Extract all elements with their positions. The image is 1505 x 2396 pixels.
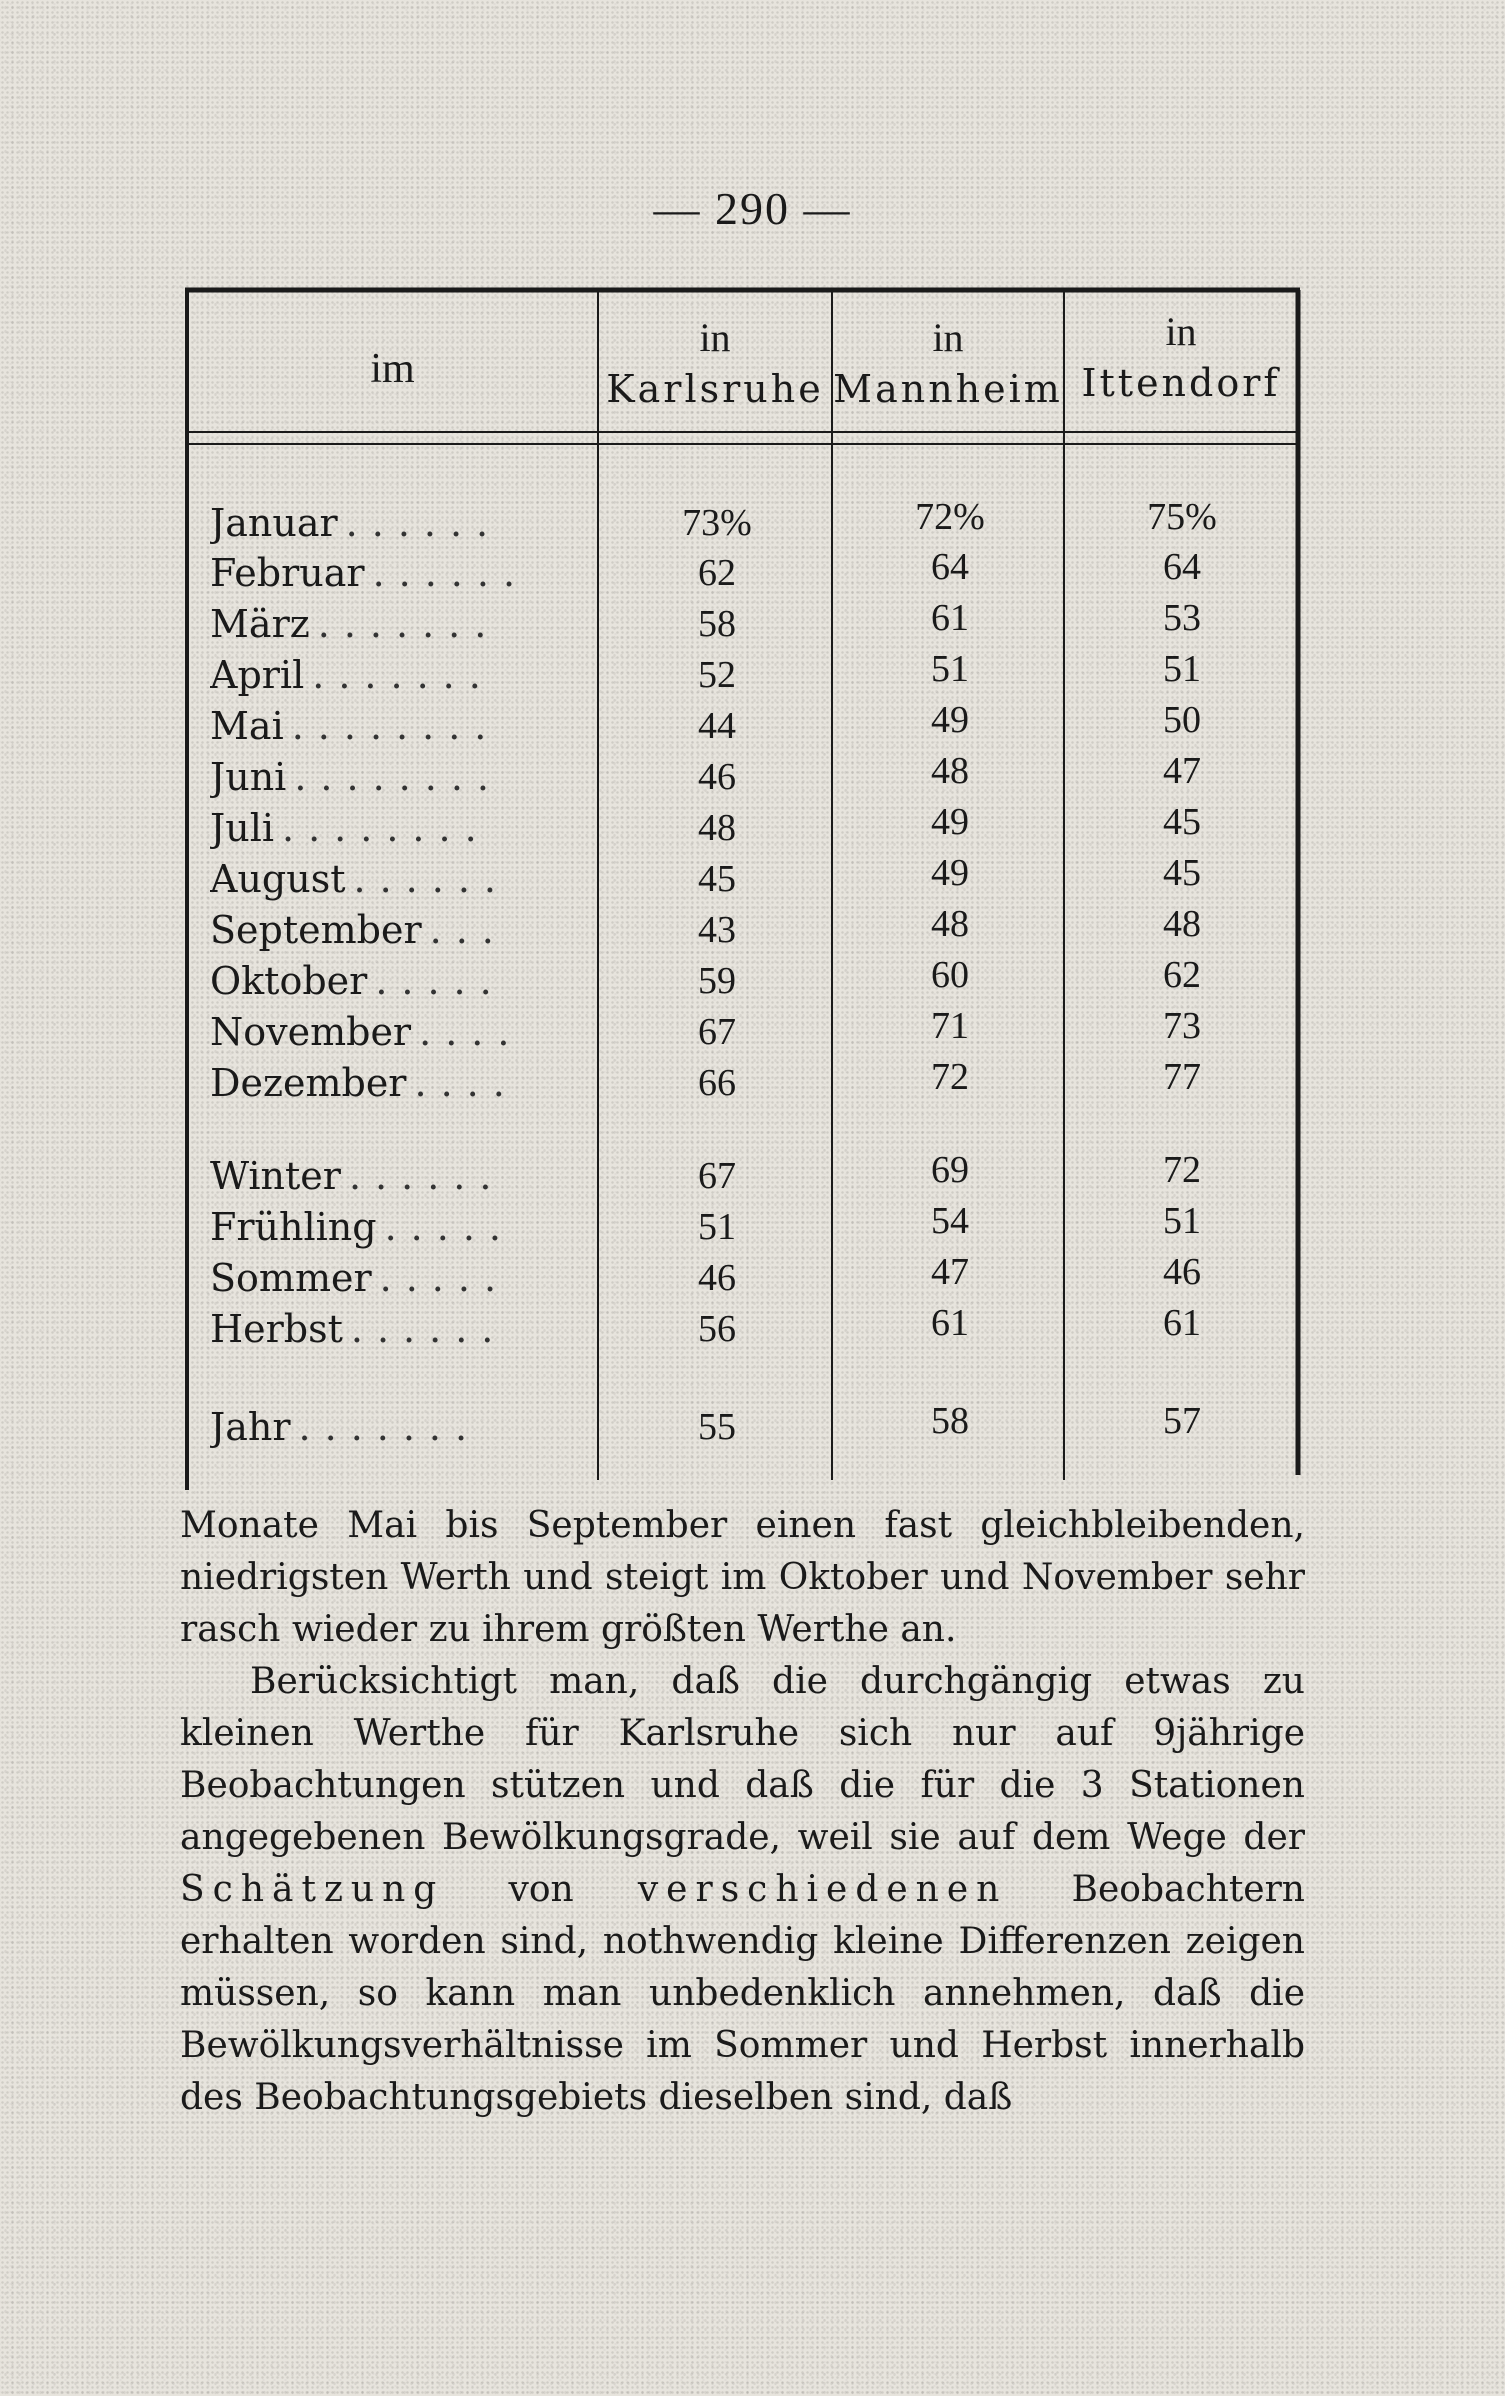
cell-ittendorf: 57 xyxy=(1163,1400,1201,1442)
row-label: Sommer xyxy=(210,1256,372,1300)
row-label: Juni xyxy=(210,755,287,799)
page-number: — 290 — xyxy=(653,183,852,234)
cell-ittendorf: 62 xyxy=(1163,954,1201,996)
table-row xyxy=(0,1251,1505,1305)
cell-ittendorf: 46 xyxy=(1163,1251,1201,1293)
cell-karlsruhe: 62 xyxy=(698,552,736,594)
header-prefix-karlsruhe: in xyxy=(699,315,731,360)
row-label: Jahr xyxy=(210,1405,291,1449)
cell-mannheim: 60 xyxy=(931,954,969,996)
leader-dots: ...... xyxy=(348,1154,506,1198)
row-label: Winter xyxy=(210,1154,341,1198)
leader-dots: ...... xyxy=(372,551,530,595)
cell-ittendorf: 72 xyxy=(1163,1149,1201,1191)
cell-ittendorf: 61 xyxy=(1163,1302,1201,1344)
leader-dots: ...... xyxy=(345,501,503,545)
cell-ittendorf: 45 xyxy=(1163,852,1201,894)
leader-dots: ....... xyxy=(317,602,501,646)
cell-mannheim: 61 xyxy=(931,1302,969,1344)
cell-karlsruhe: 46 xyxy=(698,1257,736,1299)
cell-mannheim: 49 xyxy=(931,852,969,894)
row-label: Februar xyxy=(210,551,365,595)
table-row xyxy=(0,597,1505,651)
cell-ittendorf: 64 xyxy=(1163,546,1201,588)
cell-ittendorf: 77 xyxy=(1163,1056,1201,1098)
table-row xyxy=(0,801,1505,855)
cell-mannheim: 49 xyxy=(931,699,969,741)
cell-ittendorf: 51 xyxy=(1163,1200,1201,1242)
cell-ittendorf: 47 xyxy=(1163,750,1201,792)
cell-ittendorf: 75% xyxy=(1147,496,1217,538)
leader-dots: .... xyxy=(414,1061,519,1105)
row-label: August xyxy=(210,857,346,901)
cell-karlsruhe: 44 xyxy=(698,705,736,747)
cell-karlsruhe: 58 xyxy=(698,603,736,645)
leader-dots: ........ xyxy=(291,704,501,748)
emphasis: Schätzung xyxy=(180,1869,445,1910)
table-row xyxy=(0,1005,1505,1059)
leader-dots: ...... xyxy=(353,857,510,901)
table-row xyxy=(0,1302,1505,1356)
leader-dots: .... xyxy=(419,1010,524,1054)
cell-ittendorf: 51 xyxy=(1163,648,1201,690)
leader-dots: ....... xyxy=(298,1405,482,1449)
leader-dots: ... xyxy=(429,908,508,952)
row-label: November xyxy=(210,1010,412,1054)
cell-karlsruhe: 43 xyxy=(698,909,736,951)
row-label: März xyxy=(210,602,310,646)
header-city-ittendorf: Ittendorf xyxy=(1081,361,1281,405)
table-row xyxy=(0,546,1505,600)
cell-karlsruhe: 52 xyxy=(698,654,736,696)
cell-mannheim: 47 xyxy=(931,1251,969,1293)
table-row xyxy=(0,954,1505,1008)
row-label: September xyxy=(210,908,422,952)
row-label: Dezember xyxy=(210,1061,407,1105)
cell-mannheim: 48 xyxy=(931,750,969,792)
table-row xyxy=(0,903,1505,957)
cell-karlsruhe: 45 xyxy=(698,858,736,900)
cell-ittendorf: 73 xyxy=(1163,1005,1201,1047)
table-row xyxy=(0,496,1505,550)
leader-dots: ........ xyxy=(294,755,503,799)
row-label: April xyxy=(210,653,305,697)
header-city-mannheim: Mannheim xyxy=(833,367,1063,411)
leader-dots: ...... xyxy=(350,1307,508,1351)
cell-mannheim: 61 xyxy=(931,597,969,639)
cell-mannheim: 58 xyxy=(931,1400,969,1442)
leader-dots: ..... xyxy=(375,959,506,1003)
paragraph: Berücksichtigt man, daß die durchgängig etwas zu kleinen Werthe für Karlsruhe sich nur auf 9jährige Beobachtungen stützen und daß die für die 3 Stationen angegebenen Bewölkungsgrade, weil sie auf dem Wege der Schätzung von verschiedenen Beobachtern erhalten worden sind, nothwendig kleine Differenzen zeigen müssen, so kann man unbedenklich annehmen, daß die Bewölkungsverhältnisse im Sommer und Herbst innerhalb des Beobachtungsgebiets dieselben sind, daß xyxy=(180,1661,1305,2118)
row-label: Oktober xyxy=(210,959,368,1003)
emphasis: verschiedenen xyxy=(637,1869,1008,1910)
row-label: Frühling xyxy=(210,1205,377,1249)
cell-mannheim: 72 xyxy=(931,1056,969,1098)
table-row xyxy=(0,1056,1505,1110)
cell-karlsruhe: 46 xyxy=(698,756,736,798)
cell-karlsruhe: 59 xyxy=(698,960,736,1002)
cell-karlsruhe: 51 xyxy=(698,1206,736,1248)
leader-dots: ..... xyxy=(379,1256,511,1300)
row-label: Herbst xyxy=(210,1307,343,1351)
cell-karlsruhe: 67 xyxy=(698,1155,736,1197)
cell-ittendorf: 48 xyxy=(1163,903,1201,945)
cell-karlsruhe: 56 xyxy=(698,1308,736,1350)
table-row xyxy=(0,1200,1505,1254)
table-row xyxy=(0,1149,1505,1203)
table-row xyxy=(0,852,1505,906)
cell-karlsruhe: 48 xyxy=(698,807,736,849)
header-prefix-ittendorf: in xyxy=(1165,309,1197,354)
cell-ittendorf: 53 xyxy=(1163,597,1201,639)
cell-mannheim: 69 xyxy=(931,1149,969,1191)
cell-mannheim: 49 xyxy=(931,801,969,843)
table-row xyxy=(0,648,1505,702)
table-row xyxy=(0,750,1505,804)
table-row xyxy=(0,699,1505,753)
header-city-karlsruhe: Karlsruhe xyxy=(606,367,824,411)
leader-dots: ..... xyxy=(384,1205,515,1249)
table-row xyxy=(0,1400,1505,1454)
row-label: Januar xyxy=(210,501,338,545)
leader-dots: ........ xyxy=(282,806,491,850)
cell-ittendorf: 45 xyxy=(1163,801,1201,843)
header-row-label: im xyxy=(370,346,415,392)
cell-mannheim: 54 xyxy=(931,1200,969,1242)
paragraph: Monate Mai bis September einen fast gleichbleibenden, niedrigsten Werth und steigt im Oktober und November sehr rasch wieder zu ihrem größten Werthe an. xyxy=(180,1505,1305,1650)
header-prefix-mannheim: in xyxy=(932,315,964,360)
cell-karlsruhe: 66 xyxy=(698,1062,736,1104)
cell-mannheim: 51 xyxy=(931,648,969,690)
cell-karlsruhe: 67 xyxy=(698,1011,736,1053)
cell-karlsruhe: 73% xyxy=(682,502,752,544)
cell-mannheim: 64 xyxy=(931,546,969,588)
cell-mannheim: 48 xyxy=(931,903,969,945)
cell-mannheim: 71 xyxy=(931,1005,969,1047)
body-text xyxy=(180,1500,1305,2124)
row-label: Juli xyxy=(210,806,275,850)
cell-ittendorf: 50 xyxy=(1163,699,1201,741)
cell-mannheim: 72% xyxy=(915,496,985,538)
leader-dots: ....... xyxy=(312,653,495,697)
row-label: Mai xyxy=(210,704,284,748)
cell-karlsruhe: 55 xyxy=(698,1406,736,1448)
